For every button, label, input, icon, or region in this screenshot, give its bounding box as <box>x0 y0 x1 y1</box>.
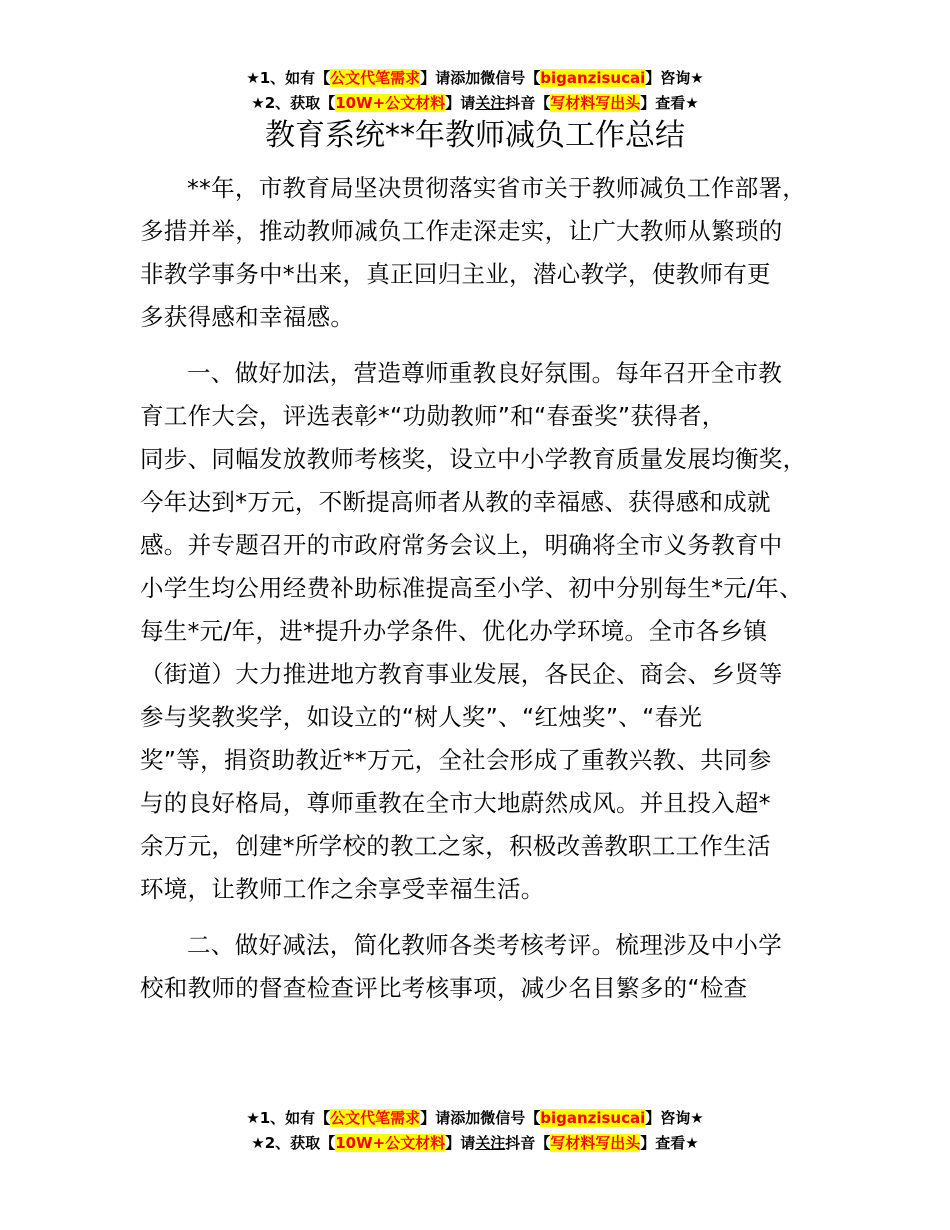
text-line: 每生*元/年，进*提升办学条件、优化办学环境。全市各乡镇 <box>140 617 768 645</box>
footer-promo-banner <box>0 1106 950 1156</box>
paragraph <box>140 924 840 1010</box>
promo-line-2: ★2、获取【10W+公文材料】请关注抖音【写材料写出头】查看★ <box>251 94 699 112</box>
promo-line-1: ★1、如有【公文代笔需求】请添加微信号【biganzisucai】咨询★ <box>246 1109 704 1127</box>
text-line: 余万元，创建*所学校的教工之家，积极改善教职工工作生活 <box>140 832 771 860</box>
highlight-douyin: 写材料写出头 <box>550 1134 641 1152</box>
text-line: 感。并专题召开的市政府常务会议上，明确将全市义务教育中 <box>140 531 783 559</box>
text-line: 育工作大会，评选表彰*“功勋教师”和“春蚕奖”获得者， <box>140 402 726 430</box>
text-line: 与的良好格局，尊师重教在全市大地蔚然成风。并且投入超* <box>140 789 771 817</box>
highlight-service: 公文代笔需求 <box>330 1109 421 1127</box>
header-promo-banner <box>0 66 950 116</box>
text-line: 多措并举，推动教师减负工作走深走实，让广大教师从繁琐的 <box>140 217 783 245</box>
text-line: 小学生均公用经费补助标准提高至小学、初中分别每生*元/年、 <box>140 574 803 602</box>
document-title: 教育系统**年教师减负工作总结 <box>265 118 685 153</box>
text-line: 校和教师的督查检查评比考核事项，减少名目繁多的“检查 <box>140 974 748 1002</box>
text-line: 同步、同幅发放教师考核奖，设立中小学教育质量发展均衡奖， <box>140 445 807 473</box>
text-line: （街道）大力推进地方教育事业发展，各民企、商会、乡贤等 <box>140 660 783 688</box>
highlight-materials: 10W+公文材料 <box>335 94 446 112</box>
highlight-douyin: 写材料写出头 <box>550 94 641 112</box>
underline-follow: 关注 <box>475 1134 506 1152</box>
text-line: **年，市教育局坚决贯彻落实省市关于教师减负工作部署， <box>187 174 807 202</box>
promo-line-2: ★2、获取【10W+公文材料】请关注抖音【写材料写出头】查看★ <box>251 1134 699 1152</box>
paragraph <box>140 352 840 911</box>
text-line: 今年达到*万元，不断提高师者从教的幸福感、获得感和成就 <box>140 488 771 516</box>
highlight-materials: 10W+公文材料 <box>335 1134 446 1152</box>
text-line: 参与奖教奖学，如设立的“树人奖”、“红烛奖”、“春光 <box>140 703 703 731</box>
underline-follow: 关注 <box>475 94 506 112</box>
text-line: 多获得感和幸福感。 <box>140 303 355 331</box>
paragraph <box>140 167 840 339</box>
document-body <box>140 167 840 1023</box>
highlight-service: 公文代笔需求 <box>330 69 421 87</box>
highlight-wechat-id: biganzisucai <box>540 1109 646 1127</box>
highlight-wechat-id: biganzisucai <box>540 69 646 87</box>
text-line: 非教学事务中*出来，真正回归主业，潜心教学，使教师有更 <box>140 260 771 288</box>
text-line: 环境，让教师工作之余享受幸福生活。 <box>140 875 545 903</box>
text-line: 二、做好减法，简化教师各类考核考评。梳理涉及中小学 <box>187 931 782 959</box>
text-line: 一、做好加法，营造尊师重教良好氛围。每年召开全市教 <box>187 359 782 387</box>
promo-line-1: ★1、如有【公文代笔需求】请添加微信号【biganzisucai】咨询★ <box>246 69 704 87</box>
text-line: 奖”等，捐资助教近**万元，全社会形成了重教兴教、共同参 <box>140 746 772 774</box>
